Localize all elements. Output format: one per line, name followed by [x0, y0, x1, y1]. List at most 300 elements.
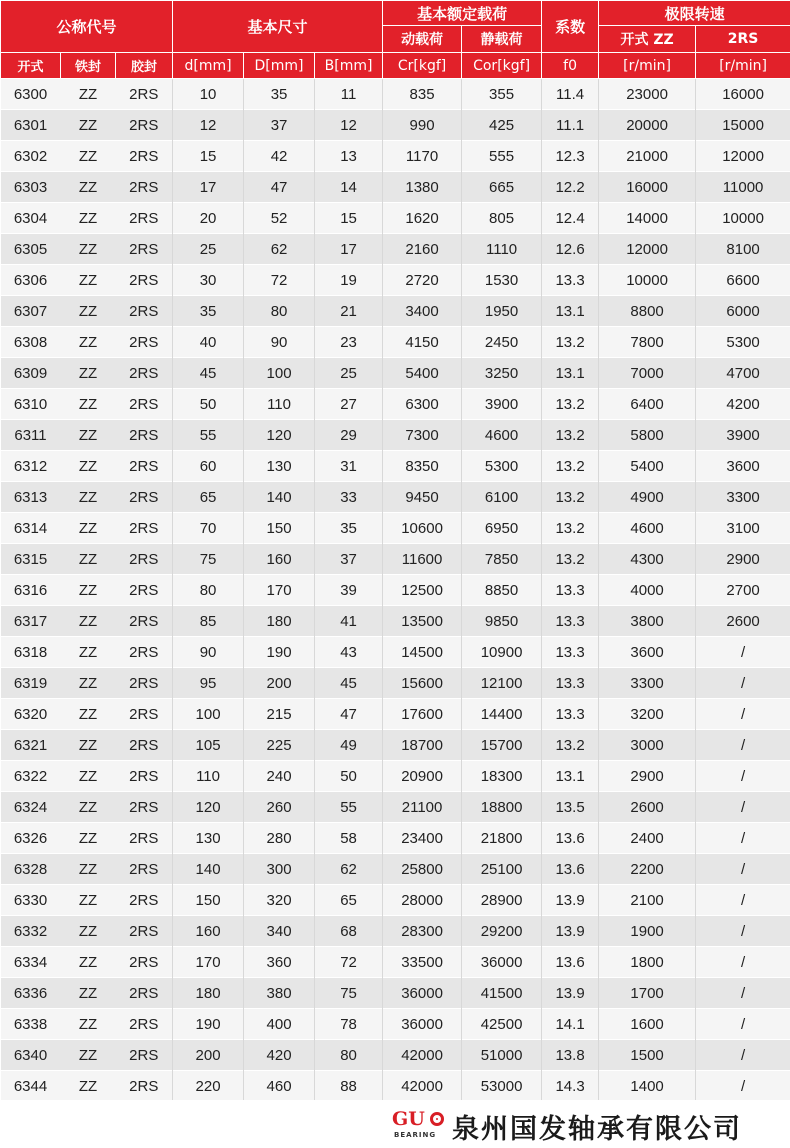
- cell-speed-2rs: /: [696, 699, 790, 730]
- cell-rubber-seal: 2RS: [116, 916, 173, 947]
- cell-bore-d: 55: [173, 420, 244, 451]
- cell-rubber-seal: 2RS: [116, 327, 173, 358]
- cell-model-code: 6304: [1, 203, 61, 234]
- header-speed-open-zz: 开式 ZZ: [599, 26, 696, 53]
- cell-rubber-seal: 2RS: [116, 482, 173, 513]
- table-row: [1, 296, 790, 327]
- cell-rubber-seal: 2RS: [116, 978, 173, 1009]
- cell-model-code: 6319: [1, 668, 61, 699]
- cell-speed-2rs: 3600: [696, 451, 790, 482]
- cell-outer-D: 280: [244, 823, 315, 854]
- cell-rubber-seal: 2RS: [116, 637, 173, 668]
- cell-dynamic-load-cr: 6300: [383, 389, 462, 420]
- cell-dynamic-load-cr: 4150: [383, 327, 462, 358]
- cell-speed-2rs: 4200: [696, 389, 790, 420]
- cell-bore-d: 45: [173, 358, 244, 389]
- header-col-speed-2-unit: [r/min]: [696, 53, 790, 79]
- cell-dynamic-load-cr: 5400: [383, 358, 462, 389]
- cell-factor-f0: 13.2: [542, 451, 599, 482]
- cell-bore-d: 190: [173, 1009, 244, 1040]
- cell-dynamic-load-cr: 20900: [383, 761, 462, 792]
- cell-outer-D: 47: [244, 172, 315, 203]
- cell-model-code: 6334: [1, 947, 61, 978]
- cell-speed-2rs: /: [696, 761, 790, 792]
- cell-dynamic-load-cr: 11600: [383, 544, 462, 575]
- cell-speed-open-zz: 1800: [599, 947, 696, 978]
- cell-outer-D: 42: [244, 141, 315, 172]
- cell-outer-D: 260: [244, 792, 315, 823]
- cell-width-B: 41: [315, 606, 383, 637]
- cell-iron-seal: ZZ: [61, 668, 116, 699]
- cell-bore-d: 130: [173, 823, 244, 854]
- cell-static-load-cor: 5300: [462, 451, 542, 482]
- cell-outer-D: 140: [244, 482, 315, 513]
- cell-factor-f0: 12.2: [542, 172, 599, 203]
- cell-dynamic-load-cr: 1170: [383, 141, 462, 172]
- cell-model-code: 6313: [1, 482, 61, 513]
- cell-static-load-cor: 41500: [462, 978, 542, 1009]
- cell-static-load-cor: 1530: [462, 265, 542, 296]
- table-row: [1, 978, 790, 1009]
- logo-wordmark: GU: [392, 1108, 425, 1130]
- table-row: [1, 420, 790, 451]
- cell-speed-open-zz: 3000: [599, 730, 696, 761]
- cell-static-load-cor: 14400: [462, 699, 542, 730]
- cell-model-code: 6320: [1, 699, 61, 730]
- table-header: [1, 1, 790, 79]
- cell-dynamic-load-cr: 9450: [383, 482, 462, 513]
- cell-outer-D: 300: [244, 854, 315, 885]
- cell-static-load-cor: 3250: [462, 358, 542, 389]
- cell-outer-D: 380: [244, 978, 315, 1009]
- header-speed-group: 极限转速: [599, 1, 790, 26]
- cell-bore-d: 220: [173, 1071, 244, 1102]
- cell-factor-f0: 11.1: [542, 110, 599, 141]
- table-row: [1, 916, 790, 947]
- cell-bore-d: 110: [173, 761, 244, 792]
- cell-static-load-cor: 21800: [462, 823, 542, 854]
- cell-iron-seal: ZZ: [61, 1040, 116, 1071]
- header-load-group: 基本额定载荷: [383, 1, 542, 26]
- cell-static-load-cor: 25100: [462, 854, 542, 885]
- cell-speed-open-zz: 16000: [599, 172, 696, 203]
- table-row: [1, 451, 790, 482]
- table-row: [1, 110, 790, 141]
- cell-iron-seal: ZZ: [61, 544, 116, 575]
- cell-speed-2rs: 6000: [696, 296, 790, 327]
- cell-outer-D: 37: [244, 110, 315, 141]
- header-col-f0: f0: [542, 53, 599, 79]
- cell-dynamic-load-cr: 2720: [383, 265, 462, 296]
- cell-iron-seal: ZZ: [61, 482, 116, 513]
- cell-model-code: 6305: [1, 234, 61, 265]
- cell-factor-f0: 13.2: [542, 327, 599, 358]
- cell-width-B: 39: [315, 575, 383, 606]
- cell-model-code: 6324: [1, 792, 61, 823]
- cell-speed-open-zz: 8800: [599, 296, 696, 327]
- table-row: [1, 544, 790, 575]
- cell-iron-seal: ZZ: [61, 1009, 116, 1040]
- cell-speed-2rs: /: [696, 668, 790, 699]
- cell-speed-open-zz: 4000: [599, 575, 696, 606]
- cell-model-code: 6310: [1, 389, 61, 420]
- cell-factor-f0: 13.9: [542, 978, 599, 1009]
- cell-dynamic-load-cr: 10600: [383, 513, 462, 544]
- cell-iron-seal: ZZ: [61, 265, 116, 296]
- cell-bore-d: 200: [173, 1040, 244, 1071]
- cell-speed-open-zz: 5800: [599, 420, 696, 451]
- cell-iron-seal: ZZ: [61, 885, 116, 916]
- cell-iron-seal: ZZ: [61, 296, 116, 327]
- cell-outer-D: 190: [244, 637, 315, 668]
- cell-speed-open-zz: 4300: [599, 544, 696, 575]
- cell-width-B: 49: [315, 730, 383, 761]
- cell-model-code: 6302: [1, 141, 61, 172]
- cell-factor-f0: 13.3: [542, 699, 599, 730]
- cell-static-load-cor: 805: [462, 203, 542, 234]
- table-row: [1, 358, 790, 389]
- table-row: [1, 389, 790, 420]
- cell-bore-d: 70: [173, 513, 244, 544]
- cell-dynamic-load-cr: 7300: [383, 420, 462, 451]
- cell-outer-D: 215: [244, 699, 315, 730]
- cell-speed-open-zz: 14000: [599, 203, 696, 234]
- cell-dynamic-load-cr: 3400: [383, 296, 462, 327]
- company-footer: [0, 1100, 790, 1148]
- cell-outer-D: 420: [244, 1040, 315, 1071]
- cell-dynamic-load-cr: 13500: [383, 606, 462, 637]
- cell-width-B: 12: [315, 110, 383, 141]
- cell-outer-D: 100: [244, 358, 315, 389]
- cell-factor-f0: 13.2: [542, 482, 599, 513]
- cell-rubber-seal: 2RS: [116, 358, 173, 389]
- cell-width-B: 31: [315, 451, 383, 482]
- table-row: [1, 606, 790, 637]
- cell-bore-d: 120: [173, 792, 244, 823]
- cell-width-B: 19: [315, 265, 383, 296]
- cell-static-load-cor: 29200: [462, 916, 542, 947]
- header-col-outer-D: D[mm]: [244, 53, 315, 79]
- cell-model-code: 6330: [1, 885, 61, 916]
- cell-dynamic-load-cr: 36000: [383, 1009, 462, 1040]
- cell-iron-seal: ZZ: [61, 854, 116, 885]
- cell-model-code: 6311: [1, 420, 61, 451]
- cell-width-B: 25: [315, 358, 383, 389]
- cell-static-load-cor: 8850: [462, 575, 542, 606]
- cell-dynamic-load-cr: 2160: [383, 234, 462, 265]
- cell-model-code: 6317: [1, 606, 61, 637]
- cell-width-B: 29: [315, 420, 383, 451]
- cell-outer-D: 110: [244, 389, 315, 420]
- cell-bore-d: 180: [173, 978, 244, 1009]
- cell-factor-f0: 13.1: [542, 358, 599, 389]
- cell-speed-2rs: /: [696, 730, 790, 761]
- cell-static-load-cor: 12100: [462, 668, 542, 699]
- cell-speed-2rs: 16000: [696, 79, 790, 110]
- cell-factor-f0: 13.2: [542, 420, 599, 451]
- table-row: [1, 1009, 790, 1040]
- cell-width-B: 27: [315, 389, 383, 420]
- cell-dynamic-load-cr: 18700: [383, 730, 462, 761]
- cell-speed-2rs: 11000: [696, 172, 790, 203]
- cell-outer-D: 72: [244, 265, 315, 296]
- cell-static-load-cor: 2450: [462, 327, 542, 358]
- cell-outer-D: 240: [244, 761, 315, 792]
- cell-iron-seal: ZZ: [61, 792, 116, 823]
- cell-width-B: 88: [315, 1071, 383, 1102]
- cell-model-code: 6300: [1, 79, 61, 110]
- cell-bore-d: 10: [173, 79, 244, 110]
- cell-speed-2rs: /: [696, 978, 790, 1009]
- cell-static-load-cor: 6100: [462, 482, 542, 513]
- cell-outer-D: 90: [244, 327, 315, 358]
- cell-speed-open-zz: 4600: [599, 513, 696, 544]
- cell-static-load-cor: 1950: [462, 296, 542, 327]
- cell-iron-seal: ZZ: [61, 606, 116, 637]
- cell-speed-2rs: 2700: [696, 575, 790, 606]
- cell-iron-seal: ZZ: [61, 389, 116, 420]
- cell-factor-f0: 13.9: [542, 885, 599, 916]
- cell-factor-f0: 13.3: [542, 606, 599, 637]
- cell-static-load-cor: 18800: [462, 792, 542, 823]
- cell-width-B: 37: [315, 544, 383, 575]
- cell-width-B: 11: [315, 79, 383, 110]
- cell-bore-d: 75: [173, 544, 244, 575]
- cell-iron-seal: ZZ: [61, 699, 116, 730]
- header-col-width-B: B[mm]: [315, 53, 383, 79]
- table-row: [1, 79, 790, 110]
- cell-bore-d: 150: [173, 885, 244, 916]
- logo-subtitle: BEARING: [394, 1131, 437, 1139]
- cell-dynamic-load-cr: 33500: [383, 947, 462, 978]
- cell-model-code: 6316: [1, 575, 61, 606]
- cell-dynamic-load-cr: 1620: [383, 203, 462, 234]
- cell-dynamic-load-cr: 28300: [383, 916, 462, 947]
- cell-speed-2rs: 12000: [696, 141, 790, 172]
- cell-outer-D: 80: [244, 296, 315, 327]
- cell-speed-open-zz: 12000: [599, 234, 696, 265]
- cell-speed-2rs: /: [696, 885, 790, 916]
- cell-bore-d: 12: [173, 110, 244, 141]
- cell-rubber-seal: 2RS: [116, 79, 173, 110]
- cell-outer-D: 200: [244, 668, 315, 699]
- cell-speed-open-zz: 6400: [599, 389, 696, 420]
- company-name: 泉州国发轴承有限公司: [452, 1114, 742, 1145]
- table-row: [1, 854, 790, 885]
- cell-width-B: 72: [315, 947, 383, 978]
- cell-factor-f0: 12.3: [542, 141, 599, 172]
- cell-rubber-seal: 2RS: [116, 544, 173, 575]
- cell-speed-open-zz: 3300: [599, 668, 696, 699]
- cell-speed-2rs: 3300: [696, 482, 790, 513]
- cell-speed-open-zz: 1500: [599, 1040, 696, 1071]
- cell-bore-d: 85: [173, 606, 244, 637]
- cell-dynamic-load-cr: 42000: [383, 1040, 462, 1071]
- cell-rubber-seal: 2RS: [116, 854, 173, 885]
- cell-width-B: 62: [315, 854, 383, 885]
- cell-width-B: 15: [315, 203, 383, 234]
- cell-model-code: 6312: [1, 451, 61, 482]
- cell-speed-2rs: /: [696, 1071, 790, 1102]
- cell-rubber-seal: 2RS: [116, 296, 173, 327]
- cell-static-load-cor: 4600: [462, 420, 542, 451]
- cell-speed-2rs: 5300: [696, 327, 790, 358]
- cell-iron-seal: ZZ: [61, 513, 116, 544]
- cell-outer-D: 170: [244, 575, 315, 606]
- cell-rubber-seal: 2RS: [116, 451, 173, 482]
- cell-factor-f0: 13.3: [542, 575, 599, 606]
- cell-width-B: 14: [315, 172, 383, 203]
- cell-static-load-cor: 18300: [462, 761, 542, 792]
- cell-factor-f0: 14.3: [542, 1071, 599, 1102]
- cell-factor-f0: 14.1: [542, 1009, 599, 1040]
- cell-model-code: 6303: [1, 172, 61, 203]
- cell-speed-open-zz: 7800: [599, 327, 696, 358]
- cell-iron-seal: ZZ: [61, 203, 116, 234]
- cell-factor-f0: 12.6: [542, 234, 599, 265]
- cell-static-load-cor: 28900: [462, 885, 542, 916]
- cell-speed-open-zz: 7000: [599, 358, 696, 389]
- cell-width-B: 13: [315, 141, 383, 172]
- cell-dynamic-load-cr: 12500: [383, 575, 462, 606]
- cell-dynamic-load-cr: 23400: [383, 823, 462, 854]
- cell-iron-seal: ZZ: [61, 823, 116, 854]
- cell-outer-D: 180: [244, 606, 315, 637]
- cell-rubber-seal: 2RS: [116, 513, 173, 544]
- cell-iron-seal: ZZ: [61, 761, 116, 792]
- table-row: [1, 482, 790, 513]
- cell-static-load-cor: 42500: [462, 1009, 542, 1040]
- cell-speed-open-zz: 2600: [599, 792, 696, 823]
- cell-width-B: 23: [315, 327, 383, 358]
- cell-bore-d: 35: [173, 296, 244, 327]
- cell-rubber-seal: 2RS: [116, 668, 173, 699]
- cell-dynamic-load-cr: 1380: [383, 172, 462, 203]
- cell-outer-D: 320: [244, 885, 315, 916]
- cell-width-B: 45: [315, 668, 383, 699]
- cell-bore-d: 95: [173, 668, 244, 699]
- cell-dynamic-load-cr: 21100: [383, 792, 462, 823]
- cell-rubber-seal: 2RS: [116, 1009, 173, 1040]
- cell-model-code: 6306: [1, 265, 61, 296]
- cell-speed-2rs: /: [696, 792, 790, 823]
- cell-factor-f0: 13.6: [542, 823, 599, 854]
- cell-model-code: 6340: [1, 1040, 61, 1071]
- cell-dynamic-load-cr: 835: [383, 79, 462, 110]
- cell-bore-d: 100: [173, 699, 244, 730]
- cell-iron-seal: ZZ: [61, 234, 116, 265]
- cell-static-load-cor: 15700: [462, 730, 542, 761]
- cell-iron-seal: ZZ: [61, 575, 116, 606]
- cell-bore-d: 17: [173, 172, 244, 203]
- cell-static-load-cor: 3900: [462, 389, 542, 420]
- table-row: [1, 761, 790, 792]
- cell-iron-seal: ZZ: [61, 451, 116, 482]
- cell-speed-2rs: /: [696, 854, 790, 885]
- cell-rubber-seal: 2RS: [116, 420, 173, 451]
- table-row: [1, 823, 790, 854]
- cell-speed-open-zz: 5400: [599, 451, 696, 482]
- cell-dynamic-load-cr: 14500: [383, 637, 462, 668]
- cell-iron-seal: ZZ: [61, 79, 116, 110]
- cell-width-B: 55: [315, 792, 383, 823]
- cell-model-code: 6328: [1, 854, 61, 885]
- cell-model-code: 6322: [1, 761, 61, 792]
- cell-dynamic-load-cr: 28000: [383, 885, 462, 916]
- cell-static-load-cor: 425: [462, 110, 542, 141]
- cell-speed-open-zz: 3200: [599, 699, 696, 730]
- cell-iron-seal: ZZ: [61, 420, 116, 451]
- cell-factor-f0: 12.4: [542, 203, 599, 234]
- cell-rubber-seal: 2RS: [116, 823, 173, 854]
- cell-speed-open-zz: 21000: [599, 141, 696, 172]
- cell-iron-seal: ZZ: [61, 172, 116, 203]
- company-logo: [392, 1108, 448, 1144]
- cell-bore-d: 170: [173, 947, 244, 978]
- cell-model-code: 6314: [1, 513, 61, 544]
- cell-model-code: 6309: [1, 358, 61, 389]
- cell-rubber-seal: 2RS: [116, 203, 173, 234]
- cell-factor-f0: 13.2: [542, 544, 599, 575]
- cell-bore-d: 80: [173, 575, 244, 606]
- cell-outer-D: 35: [244, 79, 315, 110]
- cell-rubber-seal: 2RS: [116, 947, 173, 978]
- cell-iron-seal: ZZ: [61, 916, 116, 947]
- cell-bore-d: 40: [173, 327, 244, 358]
- table-body: [1, 79, 790, 1102]
- cell-speed-open-zz: 1400: [599, 1071, 696, 1102]
- cell-factor-f0: 13.3: [542, 637, 599, 668]
- table-row: [1, 730, 790, 761]
- cell-rubber-seal: 2RS: [116, 234, 173, 265]
- cell-model-code: 6318: [1, 637, 61, 668]
- cell-factor-f0: 13.1: [542, 761, 599, 792]
- cell-factor-f0: 13.2: [542, 389, 599, 420]
- cell-outer-D: 120: [244, 420, 315, 451]
- cell-factor-f0: 13.9: [542, 916, 599, 947]
- table-row: [1, 265, 790, 296]
- header-col-open: 开式: [1, 53, 61, 79]
- cell-outer-D: 360: [244, 947, 315, 978]
- cell-outer-D: 150: [244, 513, 315, 544]
- cell-model-code: 6301: [1, 110, 61, 141]
- cell-speed-open-zz: 3600: [599, 637, 696, 668]
- cell-iron-seal: ZZ: [61, 637, 116, 668]
- cell-speed-2rs: /: [696, 823, 790, 854]
- table-row: [1, 203, 790, 234]
- cell-speed-open-zz: 10000: [599, 265, 696, 296]
- cell-static-load-cor: 7850: [462, 544, 542, 575]
- cell-bore-d: 90: [173, 637, 244, 668]
- header-static-load: 静载荷: [462, 26, 542, 53]
- cell-speed-open-zz: 20000: [599, 110, 696, 141]
- cell-bore-d: 65: [173, 482, 244, 513]
- cell-width-B: 50: [315, 761, 383, 792]
- cell-model-code: 6307: [1, 296, 61, 327]
- cell-speed-2rs: 4700: [696, 358, 790, 389]
- cell-bore-d: 25: [173, 234, 244, 265]
- cell-speed-2rs: 3100: [696, 513, 790, 544]
- cell-speed-open-zz: 2900: [599, 761, 696, 792]
- cell-rubber-seal: 2RS: [116, 265, 173, 296]
- cell-static-load-cor: 51000: [462, 1040, 542, 1071]
- cell-static-load-cor: 10900: [462, 637, 542, 668]
- cell-bore-d: 50: [173, 389, 244, 420]
- cell-speed-2rs: /: [696, 1009, 790, 1040]
- cell-width-B: 68: [315, 916, 383, 947]
- header-factor: 系数: [542, 1, 599, 53]
- cell-dynamic-load-cr: 25800: [383, 854, 462, 885]
